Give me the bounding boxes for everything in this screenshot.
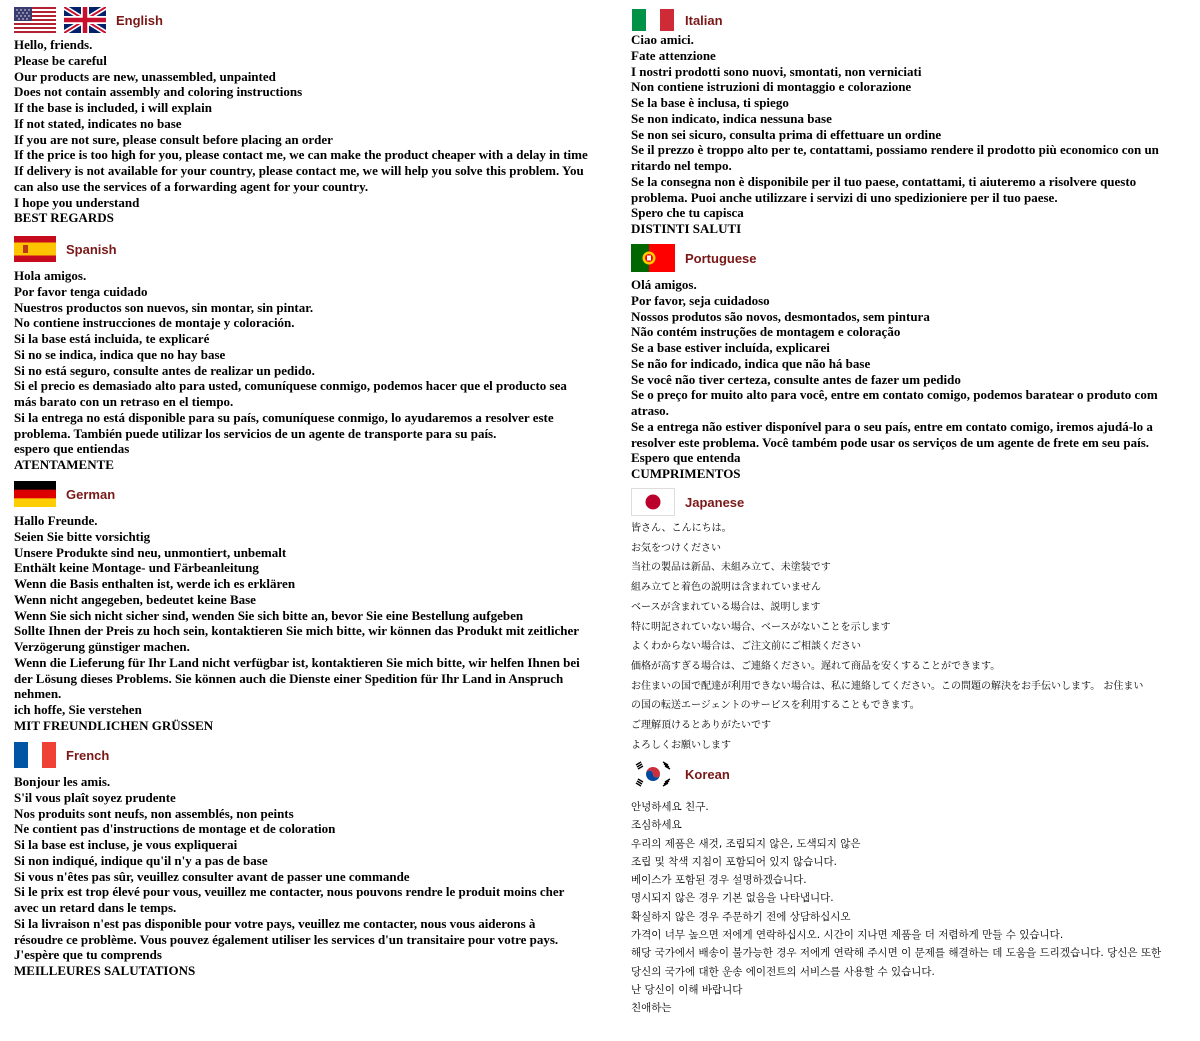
section-header-french [14, 741, 109, 769]
italy-flag-icon [631, 9, 675, 31]
section-label-korean: Korean [685, 766, 730, 782]
japan-flag-icon [631, 488, 675, 516]
section-header-portuguese [631, 244, 757, 272]
section-header-spanish [14, 235, 117, 263]
section-text-korean: 안녕하세요 친구. 조심하세요 우리의 제품은 새것, 조립되지 않은, 도색되지 않은 조립 및 착색 지침이 포함되어 있지 않습니다. 베이스가 포함된 경우 설명하겠습니다. 명시되지 않은 경우 기본 없음을 나타냅니다. 확실하지 않은 경우 주문하기 전에 상담하십시오 가격이 너무 높으면 저에게 연락하십시오. 시간이 지나면 제품을 더 저렴하게 만들 수 있습니다. 해당 국가에서 배송이 불가능한 경우 저에게 연락해 주시면 이 문제를 해결하는 데 도움을 드리겠습니다. 당신은 또한 당신의 국가에 대한 운송 에이전트의 서비스를 사용할 수 있습니다. 난 당신이 이해 바랍니다 친애하는 [631, 801, 1162, 1015]
section-header-english [14, 6, 163, 34]
france-flag-icon [14, 742, 56, 768]
section-header-korean [631, 760, 730, 788]
section-label-spanish: Spanish [66, 241, 117, 257]
usa-flag-icon [14, 7, 56, 33]
section-label-italian: Italian [685, 12, 723, 28]
section-text-italian: Ciao amici. Fate attenzione I nostri prodotti sono nuovi, smontati, non verniciati Non contiene istruzioni di montaggio e colorazione Se la base è inclusa, ti spiego Se non indicato, indica nessuna base Se non sei sicuro, consulta prima di effettuare un ordine Se il prezzo è troppo alto per te, contattami, possiamo rendere il prodotto più economico con un ritardo nel tempo. Se la consegna non è disponibile per il tuo paese, contattami, ti aiuteremo a risolvere questo problema. Puoi anche utilizzare i servizi di uno spedizioniere per il tuo paese. Spero che tu capisca DISTINTI SALUTI [631, 32, 1159, 236]
section-text-german: Hallo Freunde. Seien Sie bitte vorsichtig Unsere Produkte sind neu, unmontiert, unbemalt Enthält keine Montage- und Färbeanleitung Wenn die Basis enthalten ist, werde ich es erklären Wenn nicht angegeben, bedeutet keine Base Wenn Sie sich nicht sicher sind, wenden Sie sich bitte an, bevor Sie eine Bestellung aufgeben Sollte Ihnen der Preis zu hoch sein, kontaktieren Sie mich bitte, wir können das Produkt mit zeitlicher Verzögerung günstiger machen. Wenn die Lieferung für Ihr Land nicht verfügbar ist, kontaktieren Sie mich bitte, wir helfen Ihnen bei der Lösung dieses Problems. Sie können auch die Dienste einer Spedition für Ihr Land in Anspruch nehmen. ich hoffe, Sie verstehen MIT FREUNDLICHEN GRÜSSEN [14, 513, 580, 733]
section-label-portuguese: Portuguese [685, 250, 757, 266]
section-text-english: Hello, friends. Please be careful Our products are new, unassembled, unpainted Does not contain assembly and coloring instructions If the base is included, i will explain If not stated, indicates no base If you are not sure, please consult before placing an order If the price is too high for you, please contact me, we can make the product cheaper with a delay in time If delivery is not available for your country, please contact me, we will help you solve this problem. You can also use the services of a forwarding agent for your country. I hope you understand BEST REGARDS [14, 37, 588, 226]
section-label-english: English [116, 12, 163, 28]
section-header-italian [631, 6, 723, 34]
section-header-japanese [631, 488, 744, 516]
germany-flag-icon [14, 481, 56, 507]
section-text-spanish: Hola amigos. Por favor tenga cuidado Nuestros productos son nuevos, sin montar, sin pintar. No contiene instrucciones de montaje y coloración. Si la base está incluida, te explicaré Si no se indica, indica que no hay base Si no está seguro, consulte antes de realizar un pedido. Si el precio es demasiado alto para usted, comuníquese conmigo, podemos hacer que el producto sea más barato con un retraso en el tiempo. Si la entrega no está disponible para su país, comuníquese conmigo, lo ayudaremos a resolver este problema. También puede utilizar los servicios de un agente de transporte para su país. espero que entiendas ATENTAMENTE [14, 268, 567, 472]
section-header-german [14, 480, 115, 508]
section-text-portuguese: Olá amigos. Por favor, seja cuidadoso Nossos produtos são novos, desmontados, sem pintura Não contém instruções de montagem e coloração Se a base estiver incluída, explicarei Se não for indicado, indica que não há base Se você não tiver certeza, consulte antes de fazer um pedido Se o preço for muito alto para você, entre em contato comigo, podemos baratear o produto com atraso. Se a entrega não estiver disponível para o seu país, entre em contato comigo, iremos ajudá-lo a resolver este problema. Você também pode usar os serviços de um agente de frete em seu país. Espero que entenda CUMPRIMENTOS [631, 277, 1158, 481]
section-text-french: Bonjour les amis. S'il vous plaît soyez prudente Nos produits sont neufs, non assemblés, non peints Ne contient pas d'instructions de montage et de coloration Si la base est incluse, je vous expliquerai Si non indiqué, indique qu'il n'y a pas de base Si vous n'êtes pas sûr, veuillez consulter avant de passer une commande Si le prix est trop élevé pour vous, veuillez me contacter, nous pouvons rendre le produit moins cher avec un retard dans le temps. Si la livraison n'est pas disponible pour votre pays, veuillez me contacter, nous vous aiderons à résoudre ce problème. Vous pouvez également utiliser les services d'un transitaire pour votre pays. J'espère que tu comprends MEILLEURES SALUTATIONS [14, 774, 565, 978]
portugal-flag-icon [631, 244, 675, 272]
section-label-japanese: Japanese [685, 494, 745, 510]
section-label-german: German [66, 486, 116, 502]
korea-flag-icon [631, 759, 675, 789]
uk-flag-icon [64, 7, 106, 33]
section-label-french: French [66, 747, 110, 763]
section-text-japanese: 皆さん、こんにちは。 お気をつけください 当社の製品は新品、未組み立て、未塗装です 組み立てと着色の説明は含まれていません ベースが含まれている場合は、説明します 特に明記されていない場合、ベースがないことを示します よくわからない場合は、ご注文前にご相談ください 価格が高すぎる場合は、ご連絡ください。遅れて商品を安くすることができます。 お住まいの国で配達が利用できない場合は、私に連絡してください。この問題の解決をお手伝いします。 お住まい の国の転送エージェントのサービスを利用することもできます。 ご理解頂けるとありがたいです よろしくお願いします [631, 523, 1144, 751]
spain-flag-icon [14, 236, 56, 262]
